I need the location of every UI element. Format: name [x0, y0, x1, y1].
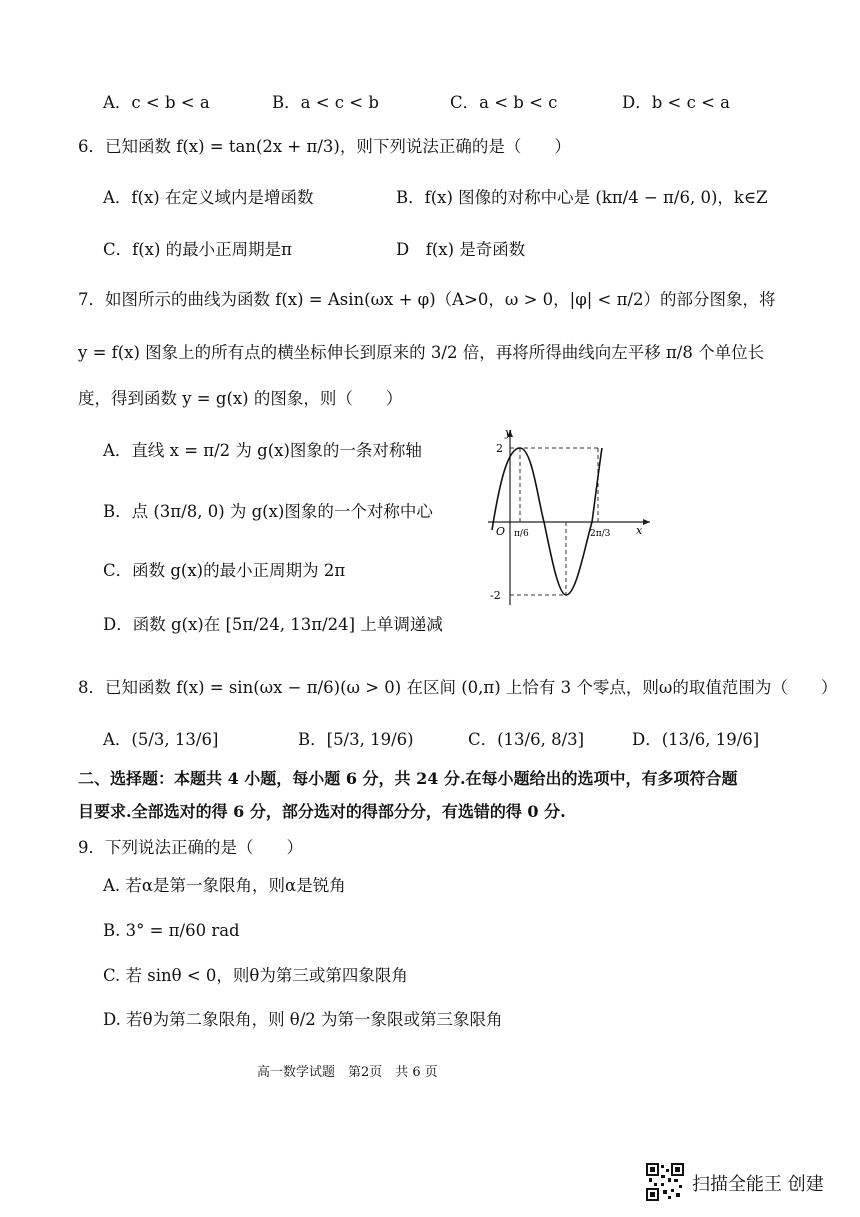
- q5-option-d: D．b < c < a: [622, 93, 730, 112]
- q6-option-d: D f(x) 是奇函数: [396, 240, 526, 259]
- origin-label: O: [496, 525, 506, 538]
- q8-option-d: D．(13/6, 19/6]: [632, 730, 760, 749]
- q6-stem: 6．已知函数 f(x) = tan(2x + π/3)，则下列说法正确的是（ ）: [78, 137, 571, 156]
- qr-code-icon: [646, 1163, 684, 1201]
- q7-option-a: A．直线 x = π/2 为 g(x)图象的一条对称轴: [103, 441, 422, 460]
- q7-option-d: D．函数 g(x)在 [5π/24, 13π/24] 上单调递减: [103, 615, 443, 634]
- scanner-watermark-text: 扫描全能王 创建: [692, 1174, 824, 1195]
- q8-option-b: B．[5/3, 19/6): [298, 730, 414, 749]
- q6-option-b: B．f(x) 图像的对称中心是 (kπ/4 − π/6, 0)，k∈Z: [396, 188, 768, 207]
- q5-option-b: B．a < c < b: [272, 93, 379, 112]
- q9-stem: 9．下列说法正确的是（ ）: [78, 838, 303, 857]
- q7-stem-line3: 度，得到函数 y = g(x) 的图象，则（ ）: [78, 389, 403, 408]
- page-footer: 高一数学试题 第2页 共 6 页: [257, 1065, 438, 1080]
- q7-option-b: B．点 (3π/8, 0) 为 g(x)图象的一个对称中心: [103, 502, 433, 521]
- q9-option-c: C. 若 sinθ < 0，则θ为第三或第四象限角: [103, 966, 408, 985]
- q9-option-d: D. 若θ为第二象限角，则 θ/2 为第一象限或第三象限角: [103, 1010, 503, 1029]
- q8-stem: 8．已知函数 f(x) = sin(ωx − π/6)(ω > 0) 在区间 (0,π) 上恰有 3 个零点，则ω的取值范围为（ ）: [78, 678, 838, 697]
- q7-sine-graph: [480, 420, 660, 610]
- q7-stem-line2: y = f(x) 图象上的所有点的横坐标伸长到原来的 3/2 倍，再将所得曲线向左平移 π/8 个单位长: [78, 343, 765, 362]
- x-tick-pi6: π/6: [514, 529, 529, 539]
- x-label: x: [636, 524, 643, 537]
- q6-option-c: C．f(x) 的最小正周期是π: [103, 240, 293, 259]
- q7-option-c: C．函数 g(x)的最小正周期为 2π: [103, 561, 346, 580]
- q9-option-b: B. 3° = π/60 rad: [103, 921, 240, 940]
- q9-option-a: A. 若α是第一象限角，则α是锐角: [103, 876, 346, 895]
- q5-option-c: C．a < b < c: [450, 93, 558, 112]
- section2-heading-line1: 二、选择题：本题共 4 小题，每小题 6 分，共 24 分.在每小题给出的选项中，有多项符合题: [78, 769, 738, 788]
- y-max-label: 2: [496, 442, 503, 455]
- q7-stem-line1: 7．如图所示的曲线为函数 f(x) = Asin(ωx + φ)（A>0，ω > 0，|φ| < π/2）的部分图象，将: [78, 290, 776, 309]
- y-label: y: [505, 426, 512, 439]
- q8-option-a: A．(5/3, 13/6]: [103, 730, 219, 749]
- y-min-label: -2: [490, 589, 501, 602]
- q8-option-c: C．(13/6, 8/3]: [468, 730, 585, 749]
- x-tick-2pi3: 2π/3: [590, 529, 611, 539]
- q5-option-a: A．c < b < a: [103, 93, 210, 112]
- q6-option-a: A．f(x) 在定义域内是增函数: [103, 188, 314, 207]
- x-axis-arrow: [643, 519, 650, 525]
- section2-heading-line2: 目要求.全部选对的得 6 分，部分选对的得部分分，有选错的得 0 分.: [78, 802, 566, 821]
